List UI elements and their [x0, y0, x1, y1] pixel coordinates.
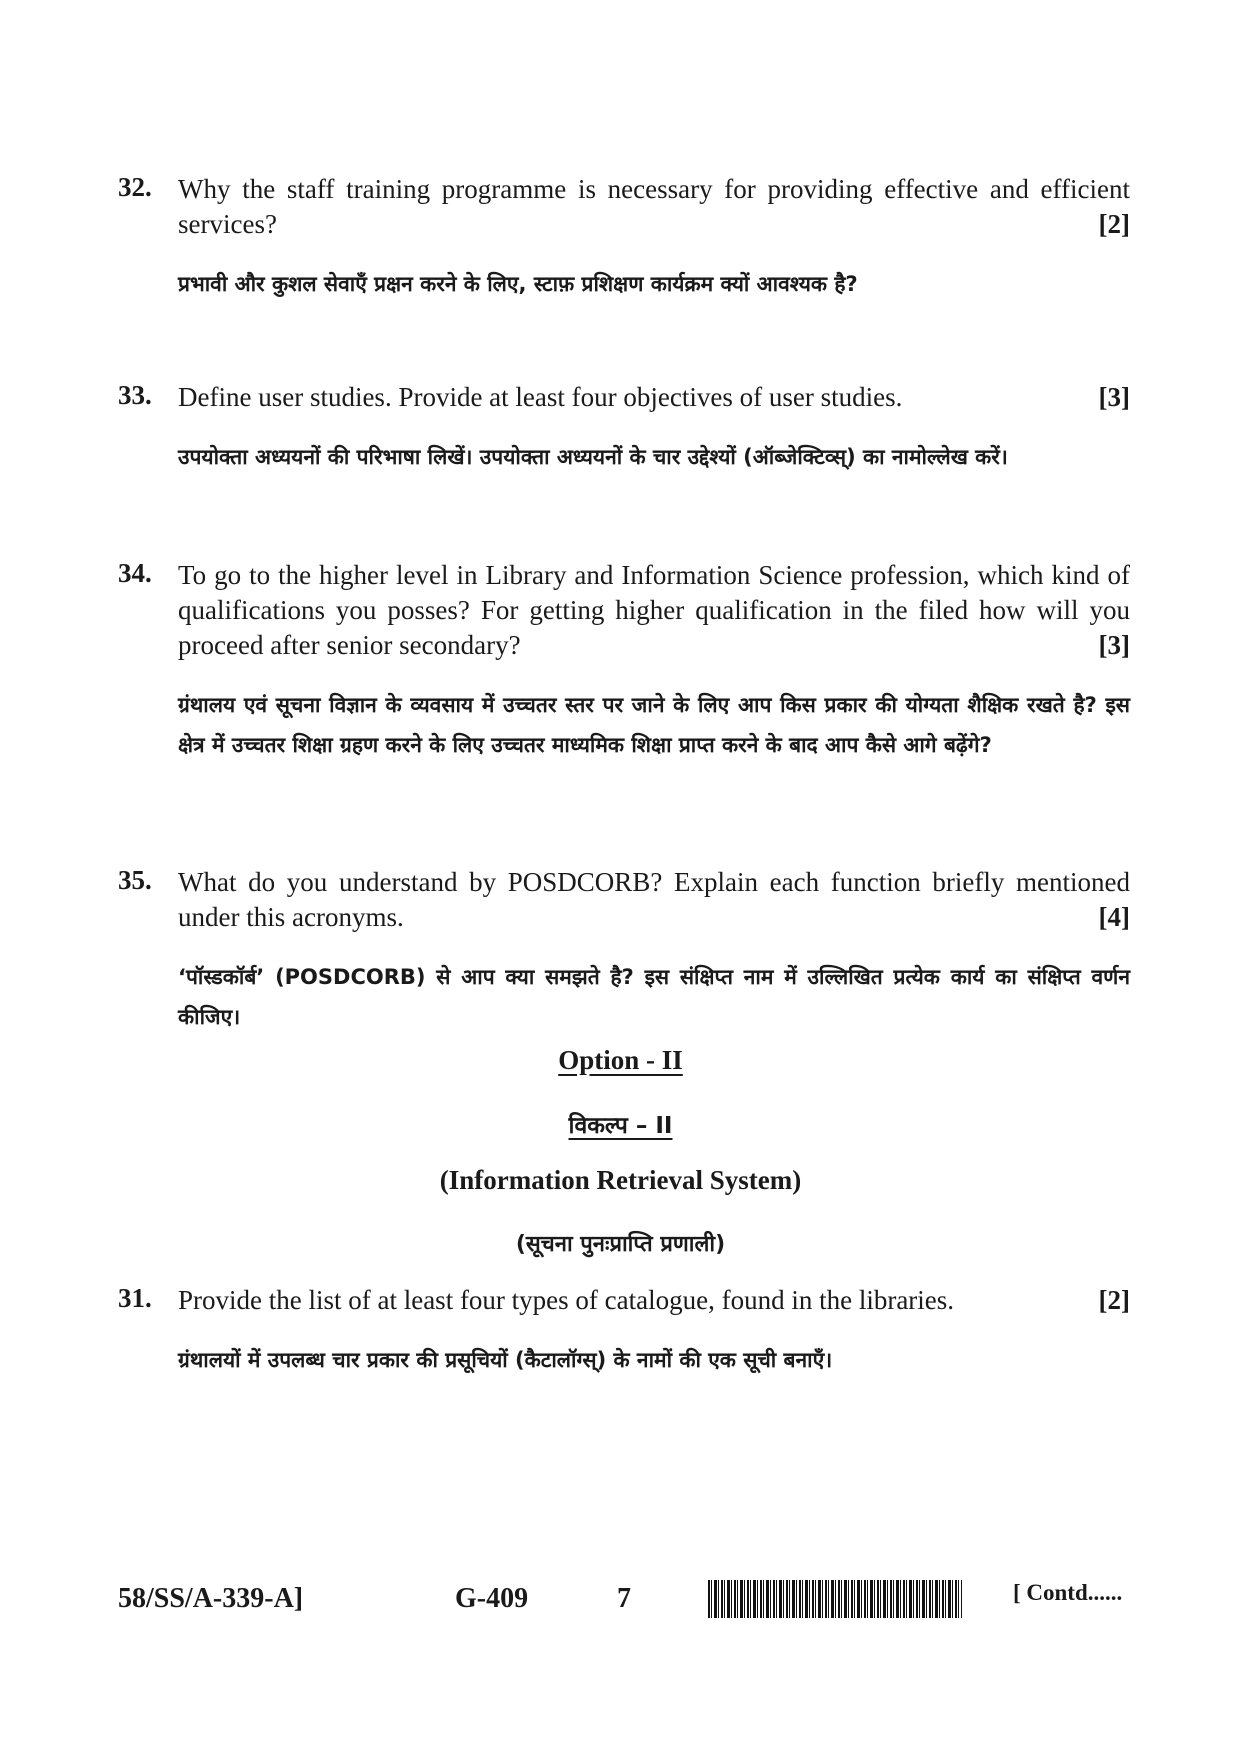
paper-number: G-409	[455, 1583, 529, 1614]
page-number: 7	[617, 1583, 631, 1614]
paper-code: 58/SS/A-339-A]	[118, 1583, 304, 1614]
marks: [2]	[1098, 1285, 1130, 1315]
option-heading-hindi: विकल्प – II	[568, 1113, 673, 1139]
question-text-english	[178, 172, 1130, 242]
question-text: Define user studies. Provide at least four objectives of user studies.	[178, 382, 903, 412]
question-text-english	[178, 558, 1130, 663]
question-text: Provide the list of at least four types of catalogue, found in the libraries.	[178, 1285, 955, 1315]
option-heading: Option - II	[558, 1045, 683, 1075]
question-text-hindi: ग्रंथालय एवं सूचना विज्ञान के व्यवसाय में उच्चतर स्तर पर जाने के लिए आप किस प्रकार की योग्यता शैक्षिक रखते है? इस क्षेत्र में उच्चतर शिक्षा ग्रहण करने के लिए उच्चतर माध्यमिक शिक्षा प्राप्त करने के बाद आप कैसे आगे बढ़ेंगे?	[178, 693, 1130, 757]
subject-heading-hindi: (सूचना पुनःप्राप्ति प्रणाली)	[515, 1232, 726, 1257]
question-33	[118, 380, 1130, 477]
question-number: 31.	[118, 1283, 152, 1313]
question-text-english	[178, 1283, 1130, 1318]
question-text-english	[178, 380, 1130, 415]
question-34	[118, 558, 1130, 765]
continued-label: [ Contd......	[1013, 1580, 1123, 1605]
question-35	[118, 865, 1130, 1037]
question-number: 32.	[118, 172, 152, 202]
question-32	[118, 172, 1130, 304]
marks: [4]	[1098, 902, 1130, 932]
barcode	[708, 1580, 962, 1618]
question-number: 35.	[118, 865, 152, 895]
question-number: 33.	[118, 380, 152, 410]
question-text-english	[178, 865, 1130, 935]
question-number: 34.	[118, 558, 152, 588]
marks: [3]	[1098, 382, 1130, 412]
question-text: What do you understand by POSDCORB? Explain each function briefly mentioned under this acronyms.	[178, 867, 1130, 932]
question-text-hindi: ‘पॉस्डकॉर्ब’ (POSDCORB) से आप क्या समझते है? इस संक्षिप्त नाम में उल्लिखित प्रत्येक कार्य का संक्षिप्त वर्णन कीजिए।	[178, 965, 1130, 1029]
marks: [3]	[1098, 630, 1130, 660]
subject-heading: (Information Retrieval System)	[439, 1165, 802, 1195]
question-text-hindi: ग्रंथालयों में उपलब्ध चार प्रकार की प्रसूचियों (कैटालॉग्स्) के नामों की एक सूची बनाएँ।	[178, 1348, 833, 1372]
question-text: To go to the higher level in Library and Information Science profession, which kind of qualifications you posses? For getting higher qualification in the filed how will you proceed after senior secondary?	[178, 560, 1130, 660]
question-text-hindi: प्रभावी और कुशल सेवाएँ प्रक्षन करने के लिए, स्टाफ़ प्रशिक्षण कार्यक्रम क्यों आवश्यक है?	[178, 272, 858, 296]
question-text: Why the staff training programme is necessary for providing effective and efficient services?	[178, 174, 1130, 239]
question-text-hindi: उपयोक्ता अध्ययनों की परिभाषा लिखें। उपयोक्ता अध्ययनों के चार उद्देश्यों (ऑब्जेक्टिव्स्) का नामोल्लेख करें।	[178, 445, 1008, 469]
question-31	[118, 1283, 1130, 1380]
marks: [2]	[1098, 209, 1130, 239]
